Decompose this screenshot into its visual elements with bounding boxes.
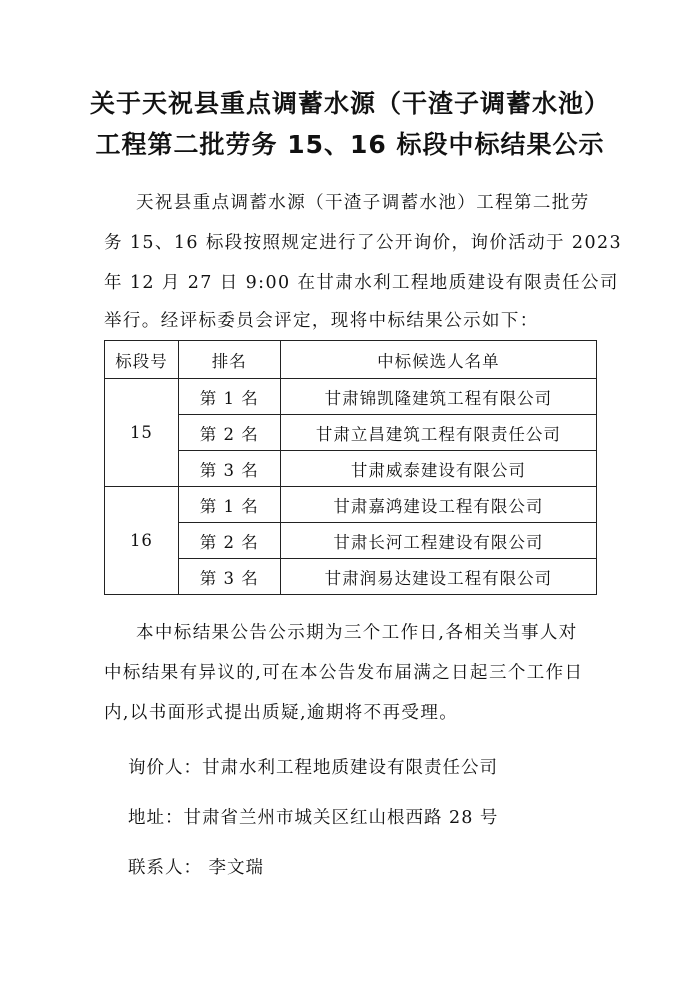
table-row <box>105 559 597 595</box>
company-cell: 甘肃锦凯隆建筑工程有限公司 <box>280 379 596 415</box>
table-row <box>105 451 597 487</box>
intro-line3: 年 12 月 27 日 9:00 在甘肃水利工程地质建设有限责任公司 <box>104 273 619 293</box>
intro-line4: 举行。经评标委员会评定，现将中标结果公示如下： <box>104 311 539 331</box>
rank-cell: 第 2 名 <box>178 523 280 559</box>
header-section: 标段号 <box>105 341 179 379</box>
table-row <box>105 487 597 523</box>
rank-cell: 第 1 名 <box>178 379 280 415</box>
rank-cell: 第 2 名 <box>178 415 280 451</box>
company-cell: 甘肃润易达建设工程有限公司 <box>280 559 596 595</box>
rank-cell: 第 3 名 <box>178 559 280 595</box>
header-rank: 排名 <box>178 341 280 379</box>
document-title-line2: 工程第二批劳务 15、16 标段中标结果公示 <box>95 130 605 159</box>
table-header-row <box>105 341 597 379</box>
company-cell: 甘肃立昌建筑工程有限责任公司 <box>280 415 596 451</box>
intro-line1: 天祝县重点调蓄水源（干渣子调蓄水池）工程第二批劳 <box>136 193 590 213</box>
address-line: 地址：甘肃省兰州市城关区红山根西路 28 号 <box>128 808 499 828</box>
company-cell: 甘肃长河工程建设有限公司 <box>280 523 596 559</box>
company-cell: 甘肃嘉鸿建设工程有限公司 <box>280 487 596 523</box>
notice-line1: 本中标结果公告公示期为三个工作日,各相关当事人对 <box>136 623 578 643</box>
inquirer-line: 询价人：甘肃水利工程地质建设有限责任公司 <box>128 758 498 778</box>
rank-cell: 第 1 名 <box>178 487 280 523</box>
notice-line3: 内,以书面形式提出质疑,逾期将不再受理。 <box>104 703 459 723</box>
notice-line2: 中标结果有异议的,可在本公告发布届满之日起三个工作日 <box>104 663 584 683</box>
contact-person-line: 联系人： 李文瑞 <box>128 858 265 878</box>
section-number: 15 <box>105 379 179 487</box>
section-number: 16 <box>105 487 179 595</box>
rank-cell: 第 3 名 <box>178 451 280 487</box>
results-table <box>104 340 597 595</box>
intro-line2: 务 15、16 标段按照规定进行了公开询价，询价活动于 2023 <box>104 233 623 253</box>
document-title-line1: 关于天祝县重点调蓄水源（干渣子调蓄水池） <box>89 89 610 118</box>
company-cell: 甘肃威泰建设有限公司 <box>280 451 596 487</box>
table-row <box>105 523 597 559</box>
table-row <box>105 415 597 451</box>
table-row <box>105 379 597 415</box>
header-candidate: 中标候选人名单 <box>280 341 596 379</box>
